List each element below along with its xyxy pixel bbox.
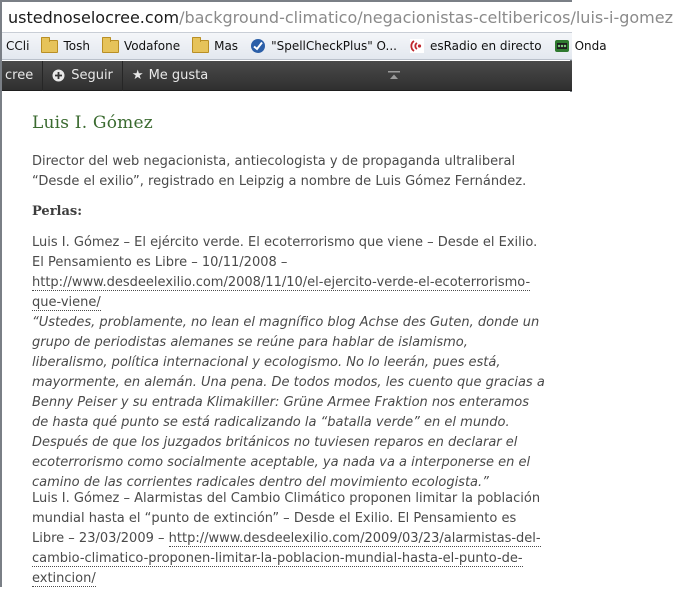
bookmark-label: Vodafone <box>123 39 181 53</box>
bookmark-ccli[interactable] <box>2 33 35 59</box>
article-content <box>2 92 572 589</box>
bookmark-label: Onda <box>574 39 607 53</box>
entry-quote: “Ustedes, problamente, no lean el magnífico blog Achse des Guten, donde un grupo de periodistas alemanes se reúne para hablar de islamismo, liberalismo, política internacional y ecologismo. No lo leerán, pues está, mayormente, en alemán. Una pena. De todos modos, les cuento que gracias a Benny Peiser y su entrada Klimakiller: Grüne Armee Fraktion nos enteramos de hasta qué punto se está radicalizando la “batalla verde” en el mundo. Después de que los juzgados británicos no tuviesen reparos en declarar el ecoterrorismo como socialmente aceptable, ya nada va a interponerse en el camino de las corrientes radicales dentro del movimiento ecologista.” <box>32 315 545 490</box>
folder-icon <box>192 40 209 53</box>
perlas-heading: Perlas: <box>32 204 83 219</box>
onda-favicon <box>554 38 570 54</box>
plus-circle-icon <box>52 69 65 82</box>
entry-1 <box>32 233 547 493</box>
folder-icon <box>41 40 58 53</box>
bookmark-folder-tosh[interactable] <box>35 33 96 59</box>
intro-paragraph: Director del web negacionista, antiecologista y de propaganda ultraliberal “Desde el exilio”, registrado en Leipzig a nombre de Luis Gómez Fernández. <box>32 154 527 189</box>
toolbar-fragment-label: cree <box>5 68 34 83</box>
bookmark-folder-mas[interactable] <box>186 33 244 59</box>
bookmarks-bar <box>2 33 607 60</box>
toolbar-left-fragment[interactable] <box>2 61 42 90</box>
collapse-icon[interactable] <box>388 71 400 81</box>
star-icon: ★ <box>131 68 144 83</box>
bookmark-label: Tosh <box>63 39 90 53</box>
follow-label: Seguir <box>71 68 113 83</box>
radio-favicon <box>409 38 425 54</box>
address-bar[interactable] <box>2 2 673 33</box>
follow-button[interactable] <box>43 61 122 90</box>
bookmark-label: "SpellCheckPlus" O... <box>271 39 397 53</box>
bookmark-label: esRadio en directo <box>429 39 542 53</box>
page-title: Luis I. Gómez <box>32 113 153 133</box>
bookmark-onda[interactable] <box>548 33 613 59</box>
folder-icon <box>102 40 119 53</box>
entry-2 <box>32 489 547 589</box>
checkmark-favicon <box>250 38 266 54</box>
bookmark-spellcheckplus[interactable] <box>244 33 403 59</box>
url-path: /background-climatico/negacionistas-celtibericos/luis-i-gomez <box>179 8 673 27</box>
bookmark-folder-vodafone[interactable] <box>96 33 186 59</box>
site-toolbar <box>2 61 572 91</box>
bookmark-label: CCli <box>6 39 30 53</box>
bookmark-label: Mas <box>214 39 239 53</box>
entry-link[interactable]: http://www.desdeelexilio.com/2009/03/23/alarmistas-del-cambio-climatico-proponen-limitar-la-poblacion-mundial-hasta-el-punto-de-extincion/ <box>32 531 541 586</box>
bookmark-esradio[interactable] <box>403 33 548 59</box>
entry-text: Luis I. Gómez – El ejército verde. El ecoterrorismo que viene – Desde el Exilio. El Pensamiento es Libre – 10/11/2008 – <box>32 235 538 270</box>
url-host: ustednoselocree.com <box>8 8 180 27</box>
entry-text: Luis I. Gómez – Alarmistas del Cambio Climático proponen limitar la población mundial hasta el “punto de extinción” – Desde el Exilio. El Pensamiento es Libre – 23/03/2009 – <box>32 491 541 546</box>
like-button[interactable] <box>123 61 217 90</box>
like-label: Me gusta <box>148 68 209 83</box>
entry-link[interactable]: http://www.desdeelexilio.com/2008/11/10/el-ejercito-verde-el-ecoterrorismo-que-viene/ <box>32 275 531 310</box>
